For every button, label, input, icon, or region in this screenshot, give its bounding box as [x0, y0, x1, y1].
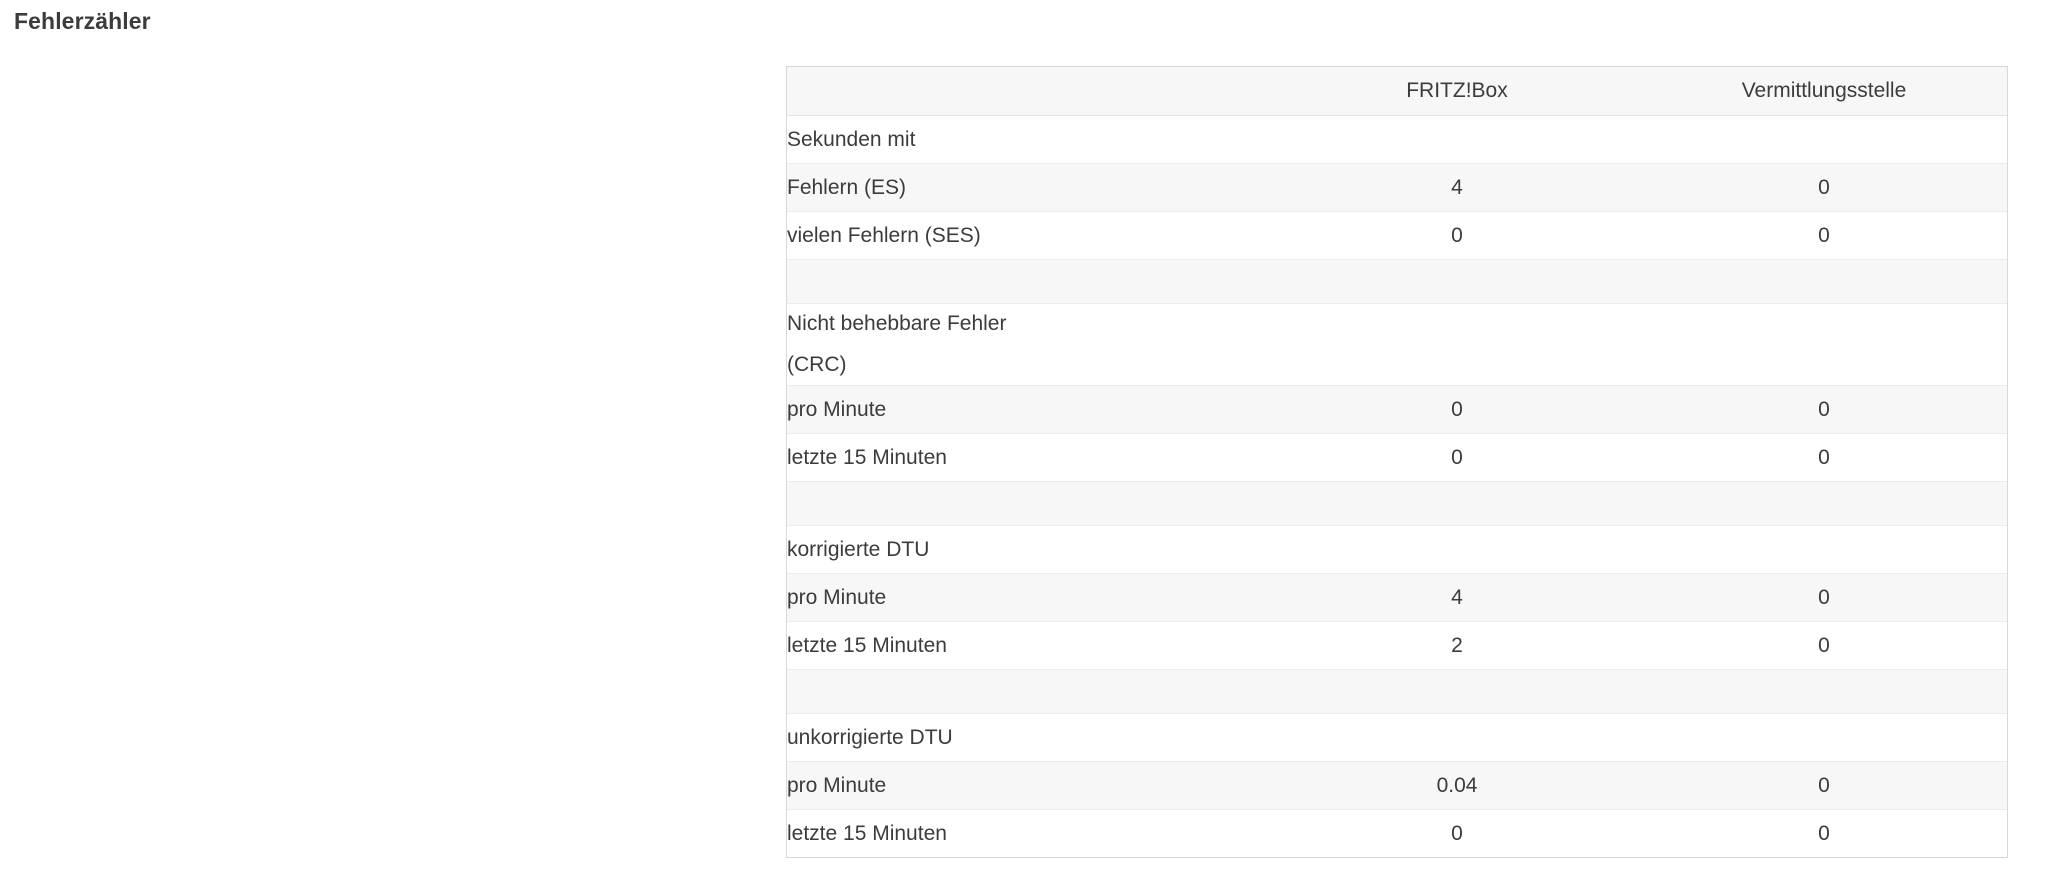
- error-counter-table: [787, 67, 2007, 857]
- table-row: [787, 386, 2007, 434]
- row-value-vermittlungsstelle: 0: [1641, 762, 2007, 810]
- row-value-vermittlungsstelle: 0: [1641, 810, 2007, 858]
- table-row: [787, 714, 2007, 762]
- row-value-vermittlungsstelle: [1641, 344, 2007, 386]
- row-label: korrigierte DTU: [787, 526, 1273, 574]
- row-value-fritzbox: [1273, 526, 1641, 574]
- row-label: [787, 482, 1273, 526]
- table-spacer-row: [787, 482, 2007, 526]
- row-value-vermittlungsstelle: [1641, 482, 2007, 526]
- row-value-vermittlungsstelle: 0: [1641, 212, 2007, 260]
- row-label: [787, 670, 1273, 714]
- column-header-label: [787, 67, 1273, 116]
- table-row: [787, 304, 2007, 345]
- row-label: unkorrigierte DTU: [787, 714, 1273, 762]
- row-value-fritzbox: 0.04: [1273, 762, 1641, 810]
- row-value-fritzbox: 0: [1273, 386, 1641, 434]
- row-value-vermittlungsstelle: [1641, 670, 2007, 714]
- row-value-fritzbox: [1273, 116, 1641, 164]
- row-value-fritzbox: [1273, 260, 1641, 304]
- row-label: letzte 15 Minuten: [787, 622, 1273, 670]
- row-label: vielen Fehlern (SES): [787, 212, 1273, 260]
- row-label: Sekunden mit: [787, 116, 1273, 164]
- row-value-fritzbox: [1273, 482, 1641, 526]
- row-value-vermittlungsstelle: [1641, 260, 2007, 304]
- row-value-fritzbox: 4: [1273, 164, 1641, 212]
- row-value-vermittlungsstelle: 0: [1641, 386, 2007, 434]
- table-row: [787, 762, 2007, 810]
- row-value-vermittlungsstelle: 0: [1641, 164, 2007, 212]
- row-value-vermittlungsstelle: 0: [1641, 622, 2007, 670]
- table-header: [787, 67, 2007, 116]
- row-label: Fehlern (ES): [787, 164, 1273, 212]
- row-label: pro Minute: [787, 762, 1273, 810]
- table-row: [787, 526, 2007, 574]
- row-value-fritzbox: 0: [1273, 212, 1641, 260]
- row-label: letzte 15 Minuten: [787, 434, 1273, 482]
- row-label: Nicht behebbare Fehler: [787, 304, 1273, 345]
- row-label: letzte 15 Minuten: [787, 810, 1273, 858]
- table-row: [787, 344, 2007, 386]
- row-label: (CRC): [787, 344, 1273, 386]
- row-label: pro Minute: [787, 386, 1273, 434]
- row-value-fritzbox: [1273, 344, 1641, 386]
- table-body: [787, 116, 2007, 858]
- table-row: [787, 212, 2007, 260]
- row-value-fritzbox: 0: [1273, 434, 1641, 482]
- row-value-vermittlungsstelle: 0: [1641, 574, 2007, 622]
- column-header-vermittlungsstelle: Vermittlungsstelle: [1641, 67, 2007, 116]
- table-spacer-row: [787, 670, 2007, 714]
- row-value-fritzbox: [1273, 670, 1641, 714]
- row-label: [787, 260, 1273, 304]
- row-value-vermittlungsstelle: 0: [1641, 434, 2007, 482]
- table-row: [787, 116, 2007, 164]
- table-header-row: [787, 67, 2007, 116]
- row-value-fritzbox: 2: [1273, 622, 1641, 670]
- table-row: [787, 622, 2007, 670]
- row-value-vermittlungsstelle: [1641, 304, 2007, 345]
- row-value-vermittlungsstelle: [1641, 116, 2007, 164]
- row-value-fritzbox: [1273, 714, 1641, 762]
- table-row: [787, 810, 2007, 858]
- table-row: [787, 574, 2007, 622]
- error-counter-table-container: [786, 66, 2008, 858]
- table-row: [787, 164, 2007, 212]
- row-value-fritzbox: 0: [1273, 810, 1641, 858]
- row-value-fritzbox: 4: [1273, 574, 1641, 622]
- row-value-vermittlungsstelle: [1641, 714, 2007, 762]
- table-row: [787, 434, 2007, 482]
- page-title: Fehlerzähler: [14, 8, 151, 34]
- table-spacer-row: [787, 260, 2007, 304]
- row-value-vermittlungsstelle: [1641, 526, 2007, 574]
- row-value-fritzbox: [1273, 304, 1641, 345]
- column-header-fritzbox: FRITZ!Box: [1273, 67, 1641, 116]
- row-label: pro Minute: [787, 574, 1273, 622]
